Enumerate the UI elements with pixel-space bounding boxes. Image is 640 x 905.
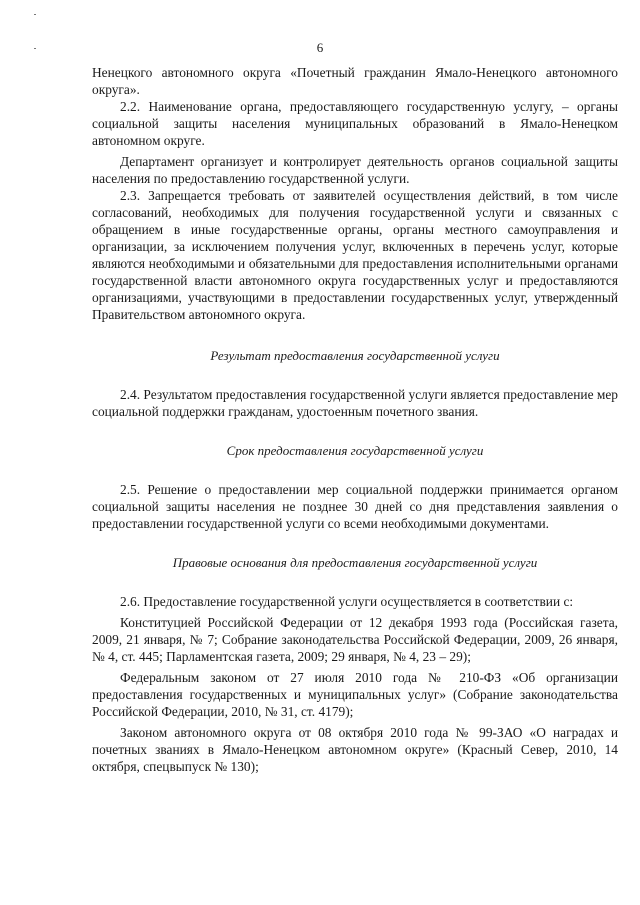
paragraph-federal-law: Федеральным законом от 27 июля 2010 года № 210-ФЗ «Об организации предоставления государственных и муниципальных услуг» (Собрание законодательства Российской Федерации, 2010, № 31, ст. 4179);	[92, 670, 618, 719]
paragraph-2-6: 2.6. Предоставление государственной услуги осуществляется в соответствии с:	[120, 594, 574, 609]
paragraph-constitution: Конституцией Российской Федерации от 12 декабря 1993 года (Российская газета, 2009, 21 января, № 7; Собрание законодательства Российской Федерации, 2009, 26 января, № 4, ст. 445; Парламентская газета, 2009; 29 января, № 4, 23 – 29);	[92, 615, 618, 664]
paragraph-regional-law: Законом автономного округа от 08 октября 2010 года № 99-ЗАО «О наградах и почетных званиях в Ямало-Ненецком автономном округе» (Красный Север, 2010, 14 октября, спецвыпуск № 130);	[92, 725, 618, 774]
margin-mark	[34, 14, 36, 15]
section-heading-legal-basis: Правовые основания для предоставления государственной услуги	[172, 555, 538, 570]
section-heading-term: Срок предоставления государственной услуги	[226, 443, 484, 458]
section-heading-result: Результат предоставления государственной услуги	[210, 348, 500, 363]
paragraph-2-2: 2.2. Наименование органа, предоставляющего государственную услугу, – органы социальной защиты населения муниципальных образований в Ямало-Ненецком автономном округе.	[92, 99, 618, 148]
paragraph-2-4: 2.4. Результатом предоставления государственной услуги является предоставление мер социальной поддержки гражданам, удостоенным почетного звания.	[92, 387, 618, 419]
document-body	[92, 64, 618, 775]
page-number: 6	[316, 40, 324, 55]
paragraph-2-5: 2.5. Решение о предоставлении мер социальной поддержки принимается органом социальной защиты населения не позднее 30 дней со дня представления заявления о предоставлении государственной услуги со всеми необходимыми документами.	[92, 482, 618, 531]
paragraph-continuation: Ненецкого автономного округа «Почетный гражданин Ямало-Ненецкого автономного округа».	[92, 65, 618, 97]
paragraph-2-3: 2.3. Запрещается требовать от заявителей осуществления действий, в том числе согласований, необходимых для получения государственной услуги и связанных с обращением в иные государственные органы, органы местного самоуправления и организации, за исключением получения услуг, включенных в перечень услуг, которые являются необходимыми и обязательными для предоставления исполнительными органами государственной власти автономного округа государственных услуг и предоставляются организациями, участвующими в предоставлении государственных услуг, утвержденный Правительством автономного округа.	[92, 188, 618, 322]
paragraph-department: Департамент организует и контролирует деятельность органов социальной защиты населения по предоставлению государственной услуги.	[92, 154, 618, 186]
